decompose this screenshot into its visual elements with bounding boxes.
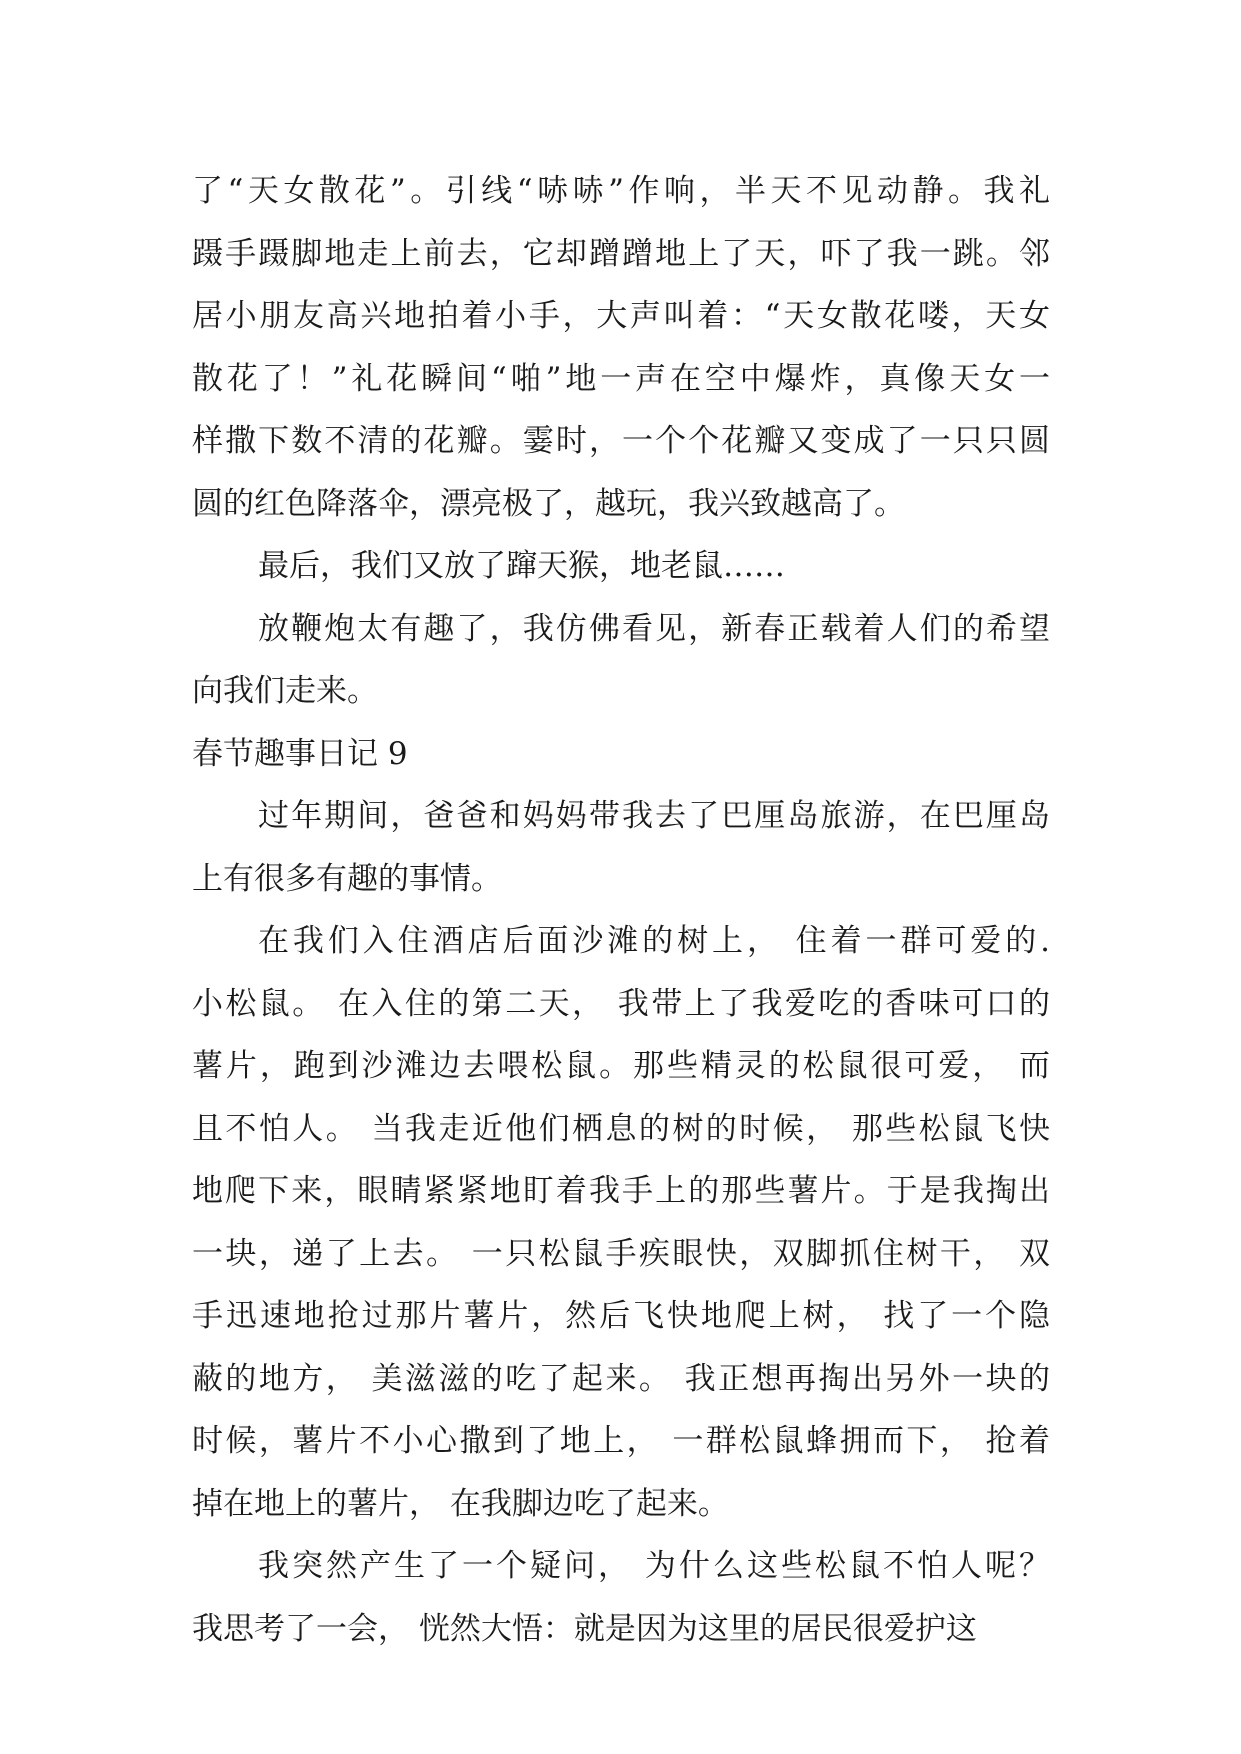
text-line: 向我们走来。 (192, 673, 378, 709)
paragraph (192, 160, 1050, 535)
text-line: 且不怕人。 当我走近他们栖息的树的时候， 那些松鼠飞快 (192, 1110, 1050, 1147)
text-line: 我突然产生了一个疑问， 为什么这些松鼠不怕人呢？ (258, 1548, 1050, 1584)
text-line: 手迅速地抢过那片薯片，然后飞快地爬上树， 找了一个隐 (192, 1298, 1050, 1334)
paragraph (192, 598, 1050, 723)
text-line: 过年期间，爸爸和妈妈带我去了巴厘岛旅游，在巴厘岛 (258, 798, 1050, 834)
text-line: 蹑手蹑脚地走上前去，它却蹭蹭地上了天，吓了我一跳。邻 (192, 235, 1050, 272)
text-line: 散花了！”礼花瞬间“啪”地一声在空中爆炸，真像天女一 (192, 360, 1050, 397)
text-line: 上有很多有趣的事情。 (192, 860, 502, 897)
text-line: 小松鼠。 在入住的第二天， 我带上了我爱吃的香味可口的 (192, 985, 1050, 1022)
text-line: 最后，我们又放了蹿天猴，地老鼠…… (258, 548, 785, 584)
text-line: 薯片，跑到沙滩边去喂松鼠。那些精灵的松鼠很可爱， 而 (192, 1048, 1050, 1084)
section-heading (192, 723, 1050, 786)
paragraph (192, 910, 1050, 1535)
text-line: 一块，递了上去。 一只松鼠手疾眼快，双脚抓住树干， 双 (192, 1235, 1050, 1272)
text-line: 圆的红色降落伞，漂亮极了，越玩，我兴致越高了。 (192, 485, 905, 522)
text-line: 放鞭炮太有趣了，我仿佛看见，新春正载着人们的希望 (258, 610, 1050, 647)
paragraph (192, 785, 1050, 910)
text-line: 了“天女散花”。引线“哧哧”作响，半天不见动静。我礼 (192, 173, 1050, 209)
text-line: 春节趣事日记 9 (192, 735, 408, 772)
paragraph (192, 535, 1050, 598)
text-line: 蔽的地方， 美滋滋的吃了起来。 我正想再掏出另外一块的 (192, 1360, 1050, 1397)
text-line: 我思考了一会， 恍然大悟：就是因为这里的居民很爱护这 (192, 1610, 977, 1647)
text-line: 掉在地上的薯片， 在我脚边吃了起来。 (192, 1485, 729, 1522)
document-page (192, 160, 1050, 1660)
text-line: 样撒下数不清的花瓣。霎时，一个个花瓣又变成了一只只圆 (192, 423, 1050, 459)
paragraph (192, 1535, 1050, 1660)
text-line: 地爬下来，眼睛紧紧地盯着我手上的那些薯片。于是我掏出 (192, 1173, 1050, 1209)
text-line: 在我们入住酒店后面沙滩的树上， 住着一群可爱的. (258, 923, 1050, 959)
text-line: 居小朋友高兴地拍着小手，大声叫着：“天女散花喽，天女 (192, 298, 1050, 334)
text-line: 时候，薯片不小心撒到了地上， 一群松鼠蜂拥而下， 抢着 (192, 1423, 1050, 1459)
